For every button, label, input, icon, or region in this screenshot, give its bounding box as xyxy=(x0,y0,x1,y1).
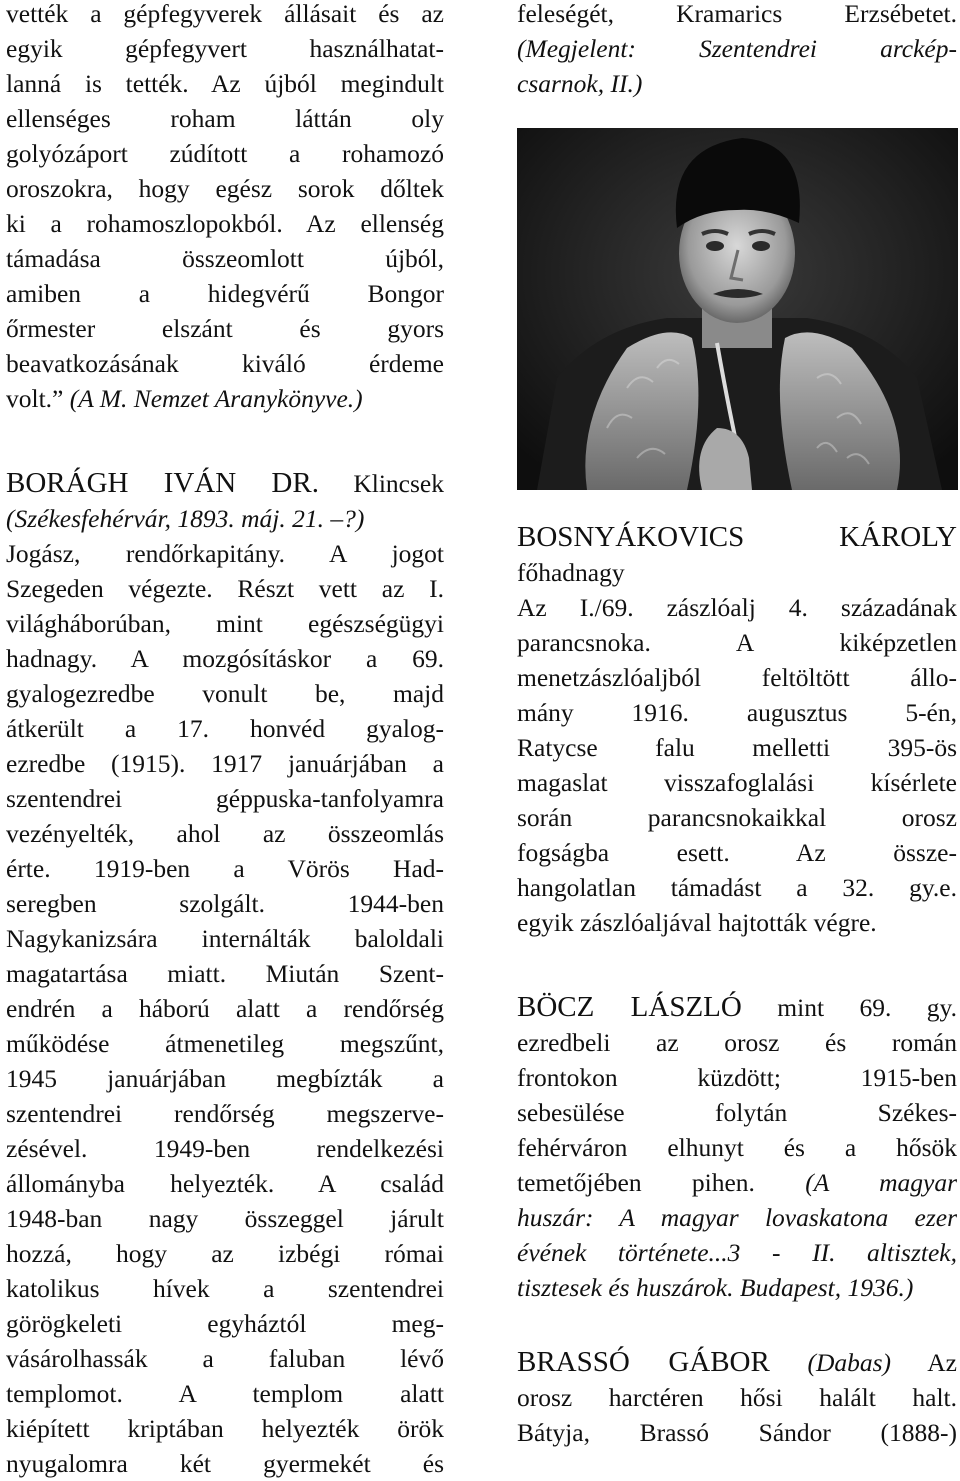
text-line: vásárolhassák a faluban lévő xyxy=(6,1344,444,1373)
entry-name: BRASSÓ GÁBOR xyxy=(517,1346,770,1378)
text-line: világháborúban, mint egészségügyi xyxy=(6,609,444,638)
entry-heading-rest: Az xyxy=(891,1348,957,1377)
text-line: fehérváron elhunyt és a hősök xyxy=(517,1133,957,1162)
intro-paragraph xyxy=(6,0,444,416)
text-line: Szegeden végezte. Részt vett az I. xyxy=(6,574,444,603)
text-line: szentendrei rendőrség megszerve- xyxy=(6,1099,444,1128)
text-line: zésével. 1949-ben rendelkezési xyxy=(6,1134,444,1163)
left-column xyxy=(6,0,444,1481)
source-citation: (A M. Nemzet Aranykönyve.) xyxy=(69,384,363,413)
source-line: évének története...3 - II. altisztek, xyxy=(517,1238,957,1267)
text-line: feleségét, Kramarics Erzsébetet. xyxy=(517,0,957,28)
spacer xyxy=(517,1305,957,1345)
entry-rank: főhadnagy xyxy=(517,558,625,587)
entry-bocz xyxy=(517,990,957,1305)
text-line: átkerült a 17. honvéd gyalog- xyxy=(6,714,444,743)
text-line: oroszokra, hogy egész sorok dőltek xyxy=(6,174,444,203)
source-line: huszár: A magyar lovaskatona ezer xyxy=(517,1203,957,1232)
text-line: katolikus hívek a szentendrei xyxy=(6,1274,444,1303)
right-column-top xyxy=(517,0,957,101)
spacer xyxy=(517,940,957,990)
source-line: (Megjelent: Szentendrei arckép- xyxy=(517,34,957,63)
text-line: hadnagy. A mozgósításkor a 69. xyxy=(6,644,444,673)
portrait-illustration xyxy=(517,128,958,490)
text-line: nyugalomra két gyermekét és xyxy=(6,1449,444,1478)
text-line: Ratycse falu melletti 395-ös xyxy=(517,733,957,762)
text-line: ezredbe (1915). 1917 januárjában a xyxy=(6,749,444,778)
entry-boragh xyxy=(6,466,444,1481)
text-line: állományba helyezték. A család xyxy=(6,1169,444,1198)
text-line: amiben a hidegvérű Bongor xyxy=(6,279,444,308)
entry-heading-rest: mint 69. gy. xyxy=(741,993,957,1022)
source-line: csarnok, II.) xyxy=(517,69,643,98)
entry-heading xyxy=(517,1345,957,1380)
entry-heading xyxy=(6,466,444,501)
entry-heading xyxy=(517,990,957,1025)
text-line: magatartása miatt. Miután Szent- xyxy=(6,959,444,988)
text-line: ellenséges roham láttán oly xyxy=(6,104,444,133)
text-line-last: egyik zászlóaljával hajtották végre. xyxy=(517,908,877,937)
entry-place: (Dabas) xyxy=(769,1348,892,1377)
entry-bosnyakovics xyxy=(517,520,957,940)
entry-heading-rest: Klincsek xyxy=(318,469,444,498)
text-line-last xyxy=(6,381,444,416)
text-line: beavatkozásának kiváló érdeme xyxy=(6,349,444,378)
text-line: gyalogezredbe vonult be, majd xyxy=(6,679,444,708)
text-line: kiépített kriptában helyezték örök xyxy=(6,1414,444,1443)
source-line-last: tisztesek és huszárok. Budapest, 1936.) xyxy=(517,1273,914,1302)
text-line: vették a gépfegyverek állásait és az xyxy=(6,0,444,28)
text-line: frontokon küzdött; 1915-ben xyxy=(517,1063,957,1092)
text-line: Jogász, rendőrkapitány. A jogot xyxy=(6,539,444,568)
right-column-bottom xyxy=(517,520,957,1450)
text-line: hozzá, hogy az izbégi római xyxy=(6,1239,444,1268)
text-line: szentendrei géppuska-tanfolyamra xyxy=(6,784,444,813)
text-line: lanná is tették. Az újból megindult xyxy=(6,69,444,98)
entry-name: BORÁGH IVÁN DR. xyxy=(6,467,319,499)
text-line: érte. 1919-ben a Vörös Had- xyxy=(6,854,444,883)
text-line: vezényelték, ahol az összeomlás xyxy=(6,819,444,848)
text-line: görögkeleti egyháztól meg- xyxy=(6,1309,444,1338)
text-line: ezredbeli az orosz és román xyxy=(517,1028,957,1057)
text-line: orosz harctéren hősi halált halt. xyxy=(517,1383,957,1412)
text-line: támadása összeomlott újból, xyxy=(6,244,444,273)
spacer xyxy=(6,416,444,466)
text-line: 1948-ban nagy összeggel járult xyxy=(6,1204,444,1233)
text-line: hangolatlan támadást a 32. gy.e. xyxy=(517,873,957,902)
intro-last-text: volt.” xyxy=(6,384,70,413)
text-line: sebesülése folytán Székes- xyxy=(517,1098,957,1127)
text-line: Bátyja, Brassó Sándor (1888-) xyxy=(517,1418,957,1447)
entry-name: KÁROLY xyxy=(839,521,957,553)
source-citation: (A magyar xyxy=(805,1168,957,1197)
entry-name: BOSNYÁKOVICS xyxy=(517,521,745,553)
text-line: endrén a háború alatt a rendőrség xyxy=(6,994,444,1023)
text-line: 1945 januárjában megbízták a xyxy=(6,1064,444,1093)
text-line: őrmester elszánt és gyors xyxy=(6,314,444,343)
text-line: seregben szolgált. 1944-ben xyxy=(6,889,444,918)
text-line: Az I./69. zászlóalj 4. századának xyxy=(517,593,957,622)
text-line: magaslat visszafoglalási kísérlete xyxy=(517,768,957,797)
birth-info: (Székesfehérvár, 1893. máj. 21. –?) xyxy=(6,504,365,533)
entry-name: BÖCZ LÁSZLÓ xyxy=(517,991,742,1023)
text-line: templomot. A templom alatt xyxy=(6,1379,444,1408)
text-line: golyózáport zúdított a rohamozó xyxy=(6,139,444,168)
text-line-mixed xyxy=(517,1165,957,1200)
text-line: során parancsnokaikkal orosz xyxy=(517,803,957,832)
entry-brasso xyxy=(517,1345,957,1450)
text-line: Nagykanizsára internálták baloldali xyxy=(6,924,444,953)
text-line: fogságba esett. Az össze- xyxy=(517,838,957,867)
portrait-photo xyxy=(517,128,958,490)
text-line: ki a rohamoszlopokból. Az ellenség xyxy=(6,209,444,238)
text-line: parancsnoka. A kiképzetlen xyxy=(517,628,957,657)
text-line: működése átmenetileg megszűnt, xyxy=(6,1029,444,1058)
text-line: mány 1916. augusztus 5-én, xyxy=(517,698,957,727)
text-line: egyik gépfegyvert használhatat- xyxy=(6,34,444,63)
text-plain: temetőjében pihen. xyxy=(517,1168,806,1197)
entry-heading xyxy=(517,520,957,555)
text-line: menetzászlóaljból feltöltött állo- xyxy=(517,663,957,692)
